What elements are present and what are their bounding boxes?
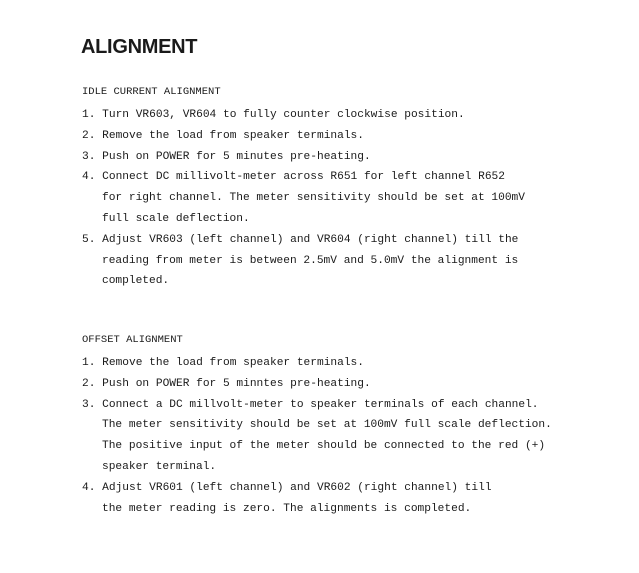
step-line: 5. Adjust VR603 (left channel) and VR604 (right channel) till the: [82, 233, 519, 246]
section-heading: OFFSET ALIGNMENT: [82, 334, 183, 346]
step-line: 3. Push on POWER for 5 minutes pre-heating.: [82, 150, 371, 163]
step-item: [82, 478, 552, 520]
step-continuation-line: reading from meter is between 2.5mV and 5.0mV the alignment is: [102, 254, 519, 267]
step-continuation-line: completed.: [102, 275, 170, 288]
step-item: [82, 353, 552, 374]
step-continuation-line: The meter sensitivity should be set at 100mV full scale deflection.: [102, 419, 552, 432]
step-continuation-line: for right channel. The meter sensitivity should be set at 100mV: [102, 192, 525, 205]
step-line: 2. Remove the load from speaker terminals.: [82, 129, 364, 142]
step-line: 4. Connect DC millivolt-meter across R651 for left channel R652: [82, 171, 505, 184]
step-line: 2. Push on POWER for 5 minntes pre-heating.: [82, 377, 371, 390]
step-line: 3. Connect a DC millvolt-meter to speaker terminals of each channel.: [82, 398, 539, 411]
step-item: [82, 126, 525, 147]
offset-alignment-section: [82, 333, 552, 519]
step-line: 1. Turn VR603, VR604 to fully counter clockwise position.: [82, 109, 465, 121]
step-continuation-line: full scale deflection.: [102, 212, 250, 225]
step-item: [82, 374, 552, 395]
page-title: ALIGNMENT: [81, 36, 198, 58]
step-line: 4. Adjust VR601 (left channel) and VR602 (right channel) till: [82, 481, 492, 494]
step-item: [82, 167, 525, 229]
step-continuation-line: The positive input of the meter should be connected to the red (+): [102, 440, 546, 453]
step-continuation-line: speaker terminal.: [102, 460, 217, 473]
step-item: [82, 147, 525, 168]
step-item: [82, 395, 552, 478]
step-continuation-line: the meter reading is zero. The alignments is completed.: [102, 502, 472, 515]
step-item: [82, 230, 525, 292]
step-line: 1. Remove the load from speaker terminals.: [82, 357, 364, 369]
idle-current-alignment-section: [82, 85, 525, 292]
step-item: [82, 105, 525, 126]
section-heading: IDLE CURRENT ALIGNMENT: [82, 86, 221, 98]
